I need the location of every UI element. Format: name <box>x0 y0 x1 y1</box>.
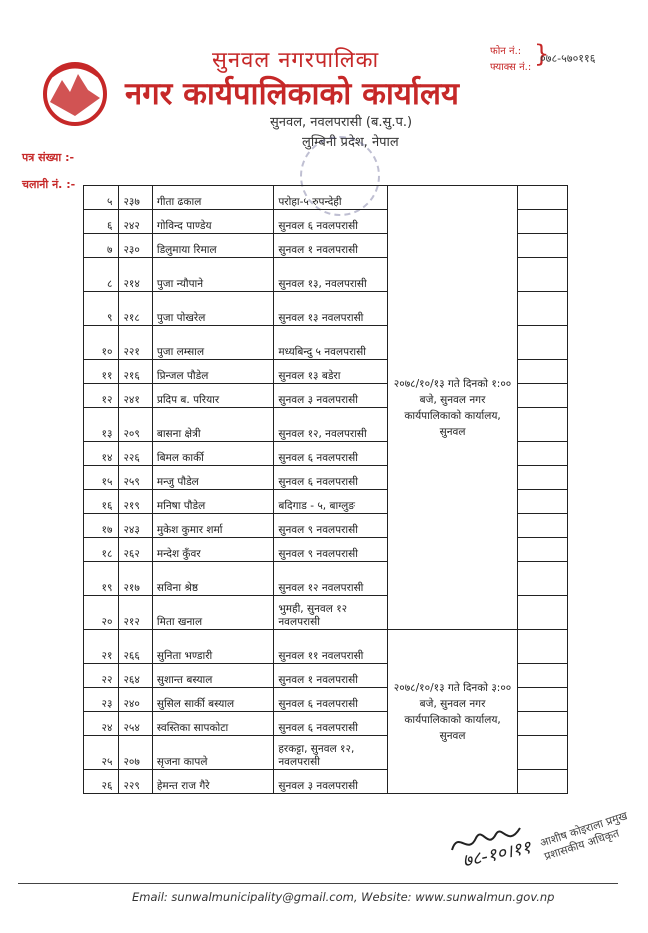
table-row <box>84 630 568 664</box>
blank-cell <box>518 630 568 664</box>
blank-cell <box>518 186 568 210</box>
code-cell: २१४ <box>119 258 152 292</box>
name-cell: बिमल कार्की <box>152 442 274 466</box>
code-cell: २०७ <box>119 736 152 770</box>
code-cell: २१२ <box>119 596 152 630</box>
blank-cell <box>518 596 568 630</box>
code-cell: २१९ <box>119 490 152 514</box>
address-cell: सुनवल ११ नवलपरासी <box>274 630 387 664</box>
name-cell: सुनिता भण्डारी <box>152 630 274 664</box>
name-cell: सुसिल सार्की बस्याल <box>152 688 274 712</box>
name-cell: सविना श्रेष्ठ <box>152 562 274 596</box>
municipality-name: सुनवल नगरपालिका <box>212 48 380 73</box>
phone-number: ०७८-५७०११६ <box>540 52 596 65</box>
serial-number-cell: १७ <box>84 514 119 538</box>
serial-number-cell: १२ <box>84 384 119 408</box>
blank-cell <box>518 326 568 360</box>
blank-cell <box>518 234 568 258</box>
blank-cell <box>518 770 568 794</box>
address-cell: सुनवल ३ नवलपरासी <box>274 770 387 794</box>
address-line-1: सुनवल, नवलपरासी (ब.सु.प.) <box>270 115 413 130</box>
name-cell: प्रिन्जल पौडेल <box>152 360 274 384</box>
name-cell: पुजा पोखरेल <box>152 292 274 326</box>
address-cell: सुनवल ६ नवलपरासी <box>274 466 387 490</box>
address-cell: सुनवल १३ बडेरा <box>274 360 387 384</box>
name-cell: मन्देश कुँवर <box>152 538 274 562</box>
serial-number-cell: १८ <box>84 538 119 562</box>
office-name: नगर कार्यपालिकाको कार्यालय <box>125 76 459 112</box>
address-cell: बदिगाड - ५, बाग्लुङ <box>274 490 387 514</box>
schedule-cell-1: २०७८/१०/१३ गते दिनको १:०० बजे, सुनवल नगर कार्यपालिकाको कार्यालय, सुनवल <box>387 186 518 630</box>
code-cell: २१८ <box>119 292 152 326</box>
address-cell: मध्यबिन्दु ५ नवलपरासी <box>274 326 387 360</box>
blank-cell <box>518 384 568 408</box>
serial-number-cell: १३ <box>84 408 119 442</box>
serial-number-cell: ११ <box>84 360 119 384</box>
address-cell: सुनवल १२, नवलपरासी <box>274 408 387 442</box>
blank-cell <box>518 292 568 326</box>
address-cell: सुनवल १ नवलपरासी <box>274 664 387 688</box>
address-cell: परोहा-५ रुपन्देही <box>274 186 387 210</box>
code-cell: २४१ <box>119 384 152 408</box>
schedule-cell-2: २०७८/१०/१३ गते दिनको ३:०० बजे, सुनवल नगर कार्यपालिकाको कार्यालय, सुनवल <box>387 630 518 794</box>
name-cell: प्रदिप ब. परियार <box>152 384 274 408</box>
serial-number-cell: २५ <box>84 736 119 770</box>
code-cell: २४० <box>119 688 152 712</box>
address-cell: सुनवल १३ नवलपरासी <box>274 292 387 326</box>
name-cell: स्वस्तिका सापकोटा <box>152 712 274 736</box>
address-cell: सुनवल १ नवलपरासी <box>274 234 387 258</box>
address-cell: हरकट्टा, सुनवल १२, नवलपरासी <box>274 736 387 770</box>
code-cell: २४३ <box>119 514 152 538</box>
serial-number-cell: १९ <box>84 562 119 596</box>
name-cell: पुजा लम्साल <box>152 326 274 360</box>
brace-icon: } <box>534 40 550 68</box>
name-cell: डिलुमाया रिमाल <box>152 234 274 258</box>
name-cell: हेमन्त राज गैरे <box>152 770 274 794</box>
address-cell: सुनवल ६ नवलपरासी <box>274 442 387 466</box>
serial-number-cell: ८ <box>84 258 119 292</box>
name-cell: मिता खनाल <box>152 596 274 630</box>
address-cell: भुमही, सुनवल १२ नवलपरासी <box>274 596 387 630</box>
footer-contact[interactable]: Email: sunwalmunicipality@gmail.com, Website: www.sunwalmun.gov.np <box>132 890 555 904</box>
serial-number-cell: २१ <box>84 630 119 664</box>
address-cell: सुनवल ६ नवलपरासी <box>274 712 387 736</box>
code-cell: २२१ <box>119 326 152 360</box>
phone-label: फोन नं.: <box>490 46 522 57</box>
fax-label: फ्याक्स नं.: <box>490 62 532 73</box>
address-cell: सुनवल ९ नवलपरासी <box>274 538 387 562</box>
code-cell: २३७ <box>119 186 152 210</box>
name-cell: मुकेश कुमार शर्मा <box>152 514 274 538</box>
serial-number-cell: २० <box>84 596 119 630</box>
serial-number-cell: २६ <box>84 770 119 794</box>
name-cell: सृजना कापले <box>152 736 274 770</box>
code-cell: २६६ <box>119 630 152 664</box>
blank-cell <box>518 538 568 562</box>
code-cell: २५४ <box>119 712 152 736</box>
code-cell: २२९ <box>119 770 152 794</box>
signature-title: आशीष कोइराला प्रमुख प्रशासकीय अधिकृत <box>538 809 629 864</box>
code-cell: २०९ <box>119 408 152 442</box>
name-cell: मनिषा पौडेल <box>152 490 274 514</box>
blank-cell <box>518 466 568 490</box>
blank-cell <box>518 210 568 234</box>
table-row <box>84 186 568 210</box>
name-cell: मन्जु पौडेल <box>152 466 274 490</box>
serial-number-cell: ६ <box>84 210 119 234</box>
address-cell: सुनवल १३, नवलपरासी <box>274 258 387 292</box>
name-cell: सुशान्त बस्याल <box>152 664 274 688</box>
code-cell: २५९ <box>119 466 152 490</box>
blank-cell <box>518 688 568 712</box>
blank-cell <box>518 360 568 384</box>
address-cell: सुनवल ९ नवलपरासी <box>274 514 387 538</box>
serial-number-cell: २२ <box>84 664 119 688</box>
contact-block <box>490 40 596 76</box>
serial-number-cell: २४ <box>84 712 119 736</box>
address-cell: सुनवल ६ नवलपरासी <box>274 688 387 712</box>
serial-number-cell: १६ <box>84 490 119 514</box>
address-cell: सुनवल ६ नवलपरासी <box>274 210 387 234</box>
blank-cell <box>518 442 568 466</box>
name-cell: गीता ढकाल <box>152 186 274 210</box>
chalani-label: चलानी नं. :- <box>22 178 76 191</box>
name-cell: गोविन्द पाण्डेय <box>152 210 274 234</box>
blank-cell <box>518 736 568 770</box>
blank-cell <box>518 258 568 292</box>
serial-number-cell: २३ <box>84 688 119 712</box>
code-cell: २६२ <box>119 538 152 562</box>
signature-date: ७८-१०।११ <box>460 836 534 872</box>
name-cell: पुजा न्यौपाने <box>152 258 274 292</box>
municipality-emblem <box>40 58 110 134</box>
serial-number-cell: १० <box>84 326 119 360</box>
blank-cell <box>518 490 568 514</box>
blank-cell <box>518 664 568 688</box>
address-cell: सुनवल ३ नवलपरासी <box>274 384 387 408</box>
code-cell: २२६ <box>119 442 152 466</box>
serial-number-cell: १५ <box>84 466 119 490</box>
serial-number-cell: ९ <box>84 292 119 326</box>
serial-number-cell: ५ <box>84 186 119 210</box>
footer-divider <box>18 883 618 884</box>
code-cell: २१६ <box>119 360 152 384</box>
serial-number-cell: ७ <box>84 234 119 258</box>
blank-cell <box>518 562 568 596</box>
code-cell: २४२ <box>119 210 152 234</box>
code-cell: २३० <box>119 234 152 258</box>
candidate-table <box>83 185 568 794</box>
name-cell: बासना क्षेत्री <box>152 408 274 442</box>
blank-cell <box>518 408 568 442</box>
address-line-2: लुम्बिनी प्रदेश, नेपाल <box>302 135 399 150</box>
address-cell: सुनवल १२ नवलपरासी <box>274 562 387 596</box>
patra-sankhya-label: पत्र संख्या :- <box>22 151 75 164</box>
code-cell: २६४ <box>119 664 152 688</box>
serial-number-cell: १४ <box>84 442 119 466</box>
blank-cell <box>518 712 568 736</box>
blank-cell <box>518 514 568 538</box>
code-cell: २१७ <box>119 562 152 596</box>
